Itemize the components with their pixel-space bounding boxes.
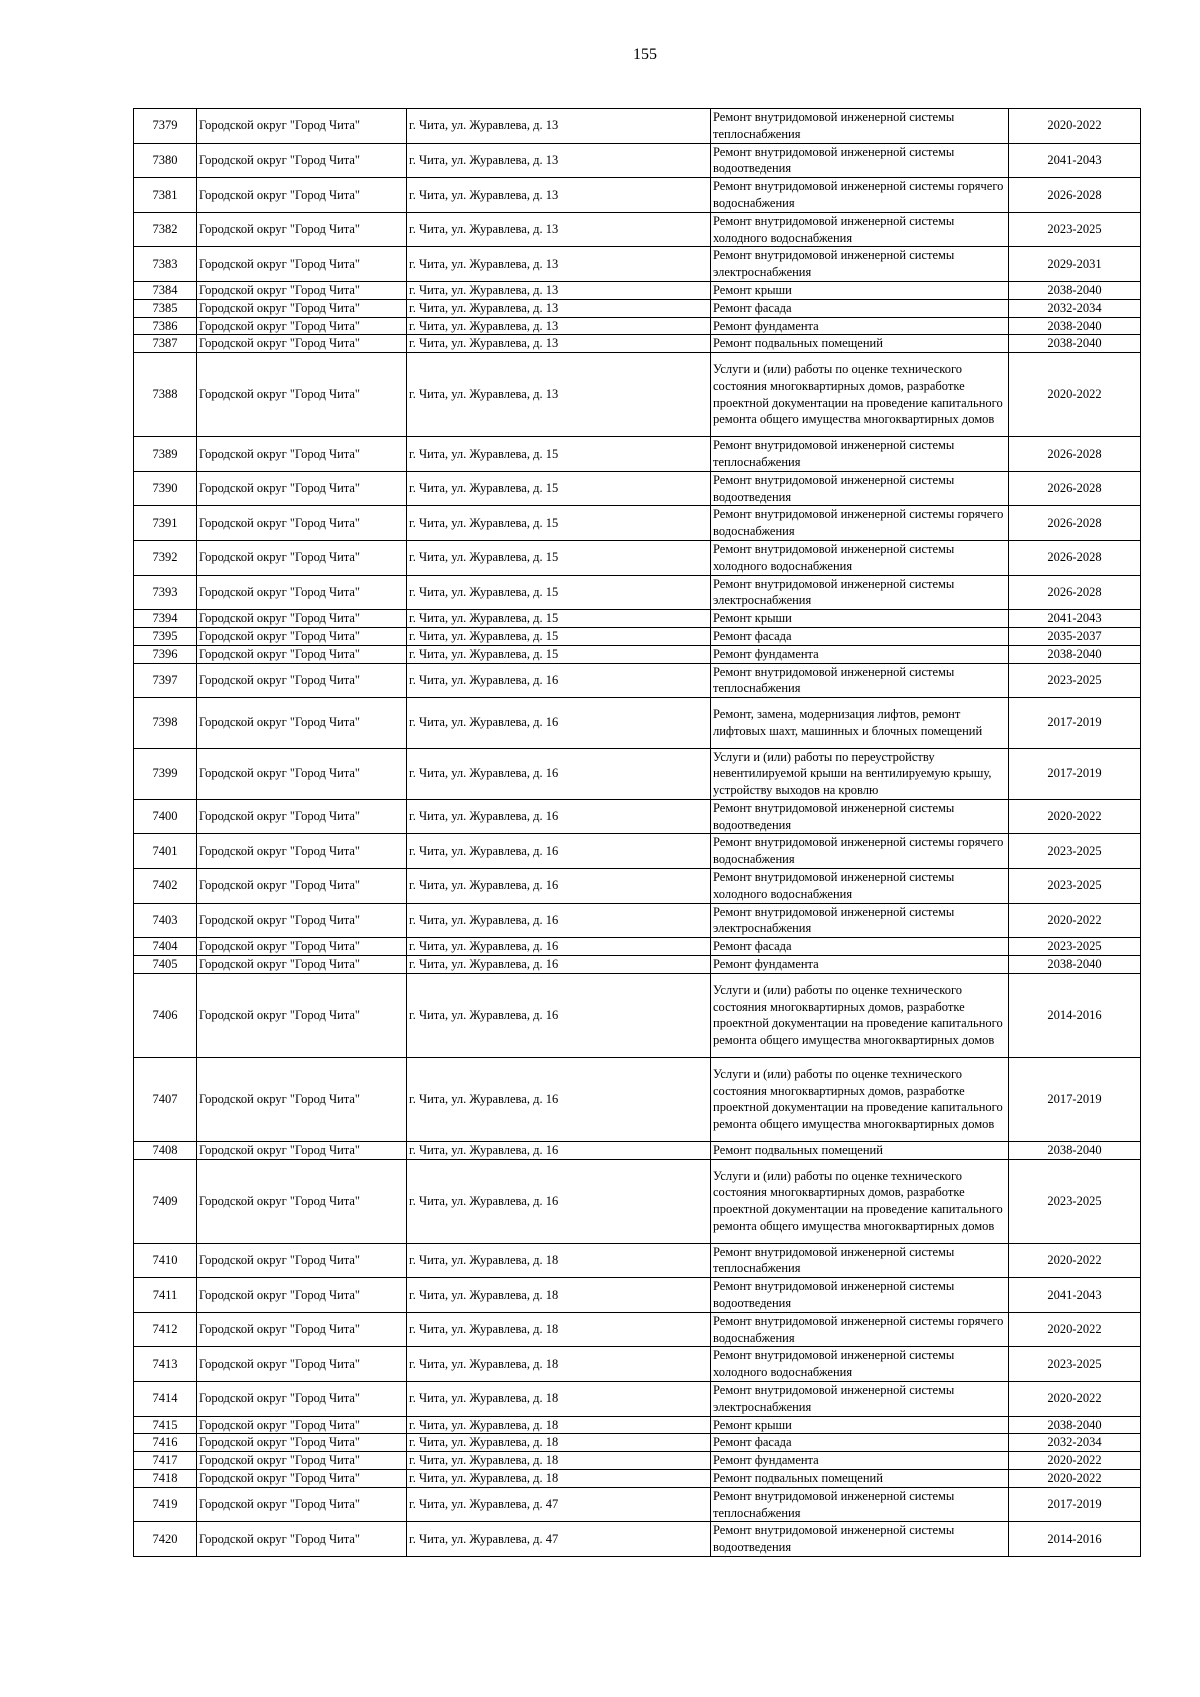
work-type-cell: Услуги и (или) работы по оценке технического состояния многоквартирных домов, разработке проектной документации на проведение капитального ремонта общего имущества многоквартирных домов [711, 353, 1009, 437]
work-type-cell: Ремонт внутридомовой инженерной системы теплоснабжения [711, 1243, 1009, 1278]
work-type-cell: Услуги и (или) работы по переустройству невентилируемой крыши на вентилируемую крышу, устройству выходов на кровлю [711, 748, 1009, 799]
row-number: 7382 [134, 212, 197, 247]
table-row [134, 663, 1141, 698]
municipality-cell: Городской округ "Город Чита" [197, 903, 407, 938]
municipality-cell: Городской округ "Город Чита" [197, 353, 407, 437]
address-cell: г. Чита, ул. Журавлева, д. 15 [407, 540, 711, 575]
table-row [134, 178, 1141, 213]
period-cell: 2020-2022 [1009, 1452, 1141, 1470]
table-row [134, 1416, 1141, 1434]
period-cell: 2017-2019 [1009, 698, 1141, 748]
municipality-cell: Городской округ "Город Чита" [197, 335, 407, 353]
work-type-cell: Ремонт внутридомовой инженерной системы холодного водоснабжения [711, 212, 1009, 247]
table-row [134, 506, 1141, 541]
municipality-cell: Городской округ "Город Чита" [197, 1278, 407, 1313]
address-cell: г. Чита, ул. Журавлева, д. 13 [407, 178, 711, 213]
row-number: 7401 [134, 834, 197, 869]
row-number: 7396 [134, 645, 197, 663]
period-cell: 2020-2022 [1009, 1470, 1141, 1488]
municipality-cell: Городской округ "Город Чита" [197, 437, 407, 472]
address-cell: г. Чита, ул. Журавлева, д. 16 [407, 1057, 711, 1141]
municipality-cell: Городской округ "Город Чита" [197, 471, 407, 506]
row-number: 7411 [134, 1278, 197, 1313]
address-cell: г. Чита, ул. Журавлева, д. 16 [407, 938, 711, 956]
municipality-cell: Городской округ "Город Чита" [197, 1057, 407, 1141]
municipality-cell: Городской округ "Город Чита" [197, 1522, 407, 1557]
work-type-cell: Ремонт фасада [711, 627, 1009, 645]
row-number: 7380 [134, 143, 197, 178]
page-number: 155 [633, 46, 657, 63]
work-type-cell: Ремонт фундамента [711, 645, 1009, 663]
table-row [134, 1382, 1141, 1417]
period-cell: 2017-2019 [1009, 1057, 1141, 1141]
row-number: 7386 [134, 317, 197, 335]
work-type-cell: Ремонт внутридомовой инженерной системы холодного водоснабжения [711, 1347, 1009, 1382]
table-row [134, 317, 1141, 335]
municipality-cell: Городской округ "Город Чита" [197, 956, 407, 974]
row-number: 7402 [134, 869, 197, 904]
address-cell: г. Чита, ул. Журавлева, д. 18 [407, 1416, 711, 1434]
period-cell: 2023-2025 [1009, 663, 1141, 698]
address-cell: г. Чита, ул. Журавлева, д. 16 [407, 1141, 711, 1159]
municipality-cell: Городской округ "Город Чита" [197, 799, 407, 834]
work-type-cell: Ремонт внутридомовой инженерной системы теплоснабжения [711, 663, 1009, 698]
work-type-cell: Ремонт внутридомовой инженерной системы горячего водоснабжения [711, 178, 1009, 213]
table-row [134, 1452, 1141, 1470]
table-row [134, 1141, 1141, 1159]
row-number: 7388 [134, 353, 197, 437]
period-cell: 2032-2034 [1009, 1434, 1141, 1452]
address-cell: г. Чита, ул. Журавлева, д. 18 [407, 1382, 711, 1417]
work-type-cell: Ремонт внутридомовой инженерной системы водоотведения [711, 1278, 1009, 1313]
address-cell: г. Чита, ул. Журавлева, д. 13 [407, 143, 711, 178]
period-cell: 2023-2025 [1009, 212, 1141, 247]
work-type-cell: Ремонт внутридомовой инженерной системы теплоснабжения [711, 1487, 1009, 1522]
municipality-cell: Городской округ "Город Чита" [197, 575, 407, 610]
address-cell: г. Чита, ул. Журавлева, д. 18 [407, 1470, 711, 1488]
period-cell: 2026-2028 [1009, 506, 1141, 541]
table-row [134, 956, 1141, 974]
work-type-cell: Ремонт, замена, модернизация лифтов, ремонт лифтовых шахт, машинных и блочных помещений [711, 698, 1009, 748]
period-cell: 2020-2022 [1009, 353, 1141, 437]
table-row [134, 437, 1141, 472]
address-cell: г. Чита, ул. Журавлева, д. 15 [407, 645, 711, 663]
table-body [134, 109, 1141, 1557]
period-cell: 2014-2016 [1009, 1522, 1141, 1557]
period-cell: 2038-2040 [1009, 1141, 1141, 1159]
work-type-cell: Ремонт подвальных помещений [711, 1470, 1009, 1488]
table-row [134, 281, 1141, 299]
period-cell: 2032-2034 [1009, 299, 1141, 317]
row-number: 7379 [134, 109, 197, 144]
period-cell: 2038-2040 [1009, 335, 1141, 353]
table-row [134, 1487, 1141, 1522]
address-cell: г. Чита, ул. Журавлева, д. 16 [407, 799, 711, 834]
table-row [134, 1434, 1141, 1452]
period-cell: 2020-2022 [1009, 109, 1141, 144]
address-cell: г. Чита, ул. Журавлева, д. 13 [407, 335, 711, 353]
work-type-cell: Ремонт внутридомовой инженерной системы теплоснабжения [711, 437, 1009, 472]
municipality-cell: Городской округ "Город Чита" [197, 834, 407, 869]
municipality-cell: Городской округ "Город Чита" [197, 1470, 407, 1488]
repair-schedule-table [133, 108, 1141, 1557]
table-row [134, 143, 1141, 178]
row-number: 7409 [134, 1159, 197, 1243]
work-type-cell: Ремонт внутридомовой инженерной системы электроснабжения [711, 247, 1009, 282]
municipality-cell: Городской округ "Город Чита" [197, 1452, 407, 1470]
address-cell: г. Чита, ул. Журавлева, д. 16 [407, 1159, 711, 1243]
work-type-cell: Услуги и (или) работы по оценке технического состояния многоквартирных домов, разработке проектной документации на проведение капитального ремонта общего имущества многоквартирных домов [711, 1057, 1009, 1141]
period-cell: 2020-2022 [1009, 1243, 1141, 1278]
municipality-cell: Городской округ "Город Чита" [197, 1141, 407, 1159]
table-row [134, 799, 1141, 834]
table-row [134, 1057, 1141, 1141]
row-number: 7391 [134, 506, 197, 541]
table-row [134, 247, 1141, 282]
work-type-cell: Ремонт фундамента [711, 956, 1009, 974]
table-row [134, 869, 1141, 904]
address-cell: г. Чита, ул. Журавлева, д. 18 [407, 1312, 711, 1347]
period-cell: 2020-2022 [1009, 903, 1141, 938]
period-cell: 2023-2025 [1009, 834, 1141, 869]
work-type-cell: Ремонт крыши [711, 281, 1009, 299]
row-number: 7408 [134, 1141, 197, 1159]
address-cell: г. Чита, ул. Журавлева, д. 13 [407, 247, 711, 282]
address-cell: г. Чита, ул. Журавлева, д. 16 [407, 973, 711, 1057]
work-type-cell: Ремонт фасада [711, 1434, 1009, 1452]
address-cell: г. Чита, ул. Журавлева, д. 16 [407, 869, 711, 904]
table-row [134, 748, 1141, 799]
table-row [134, 109, 1141, 144]
address-cell: г. Чита, ул. Журавлева, д. 16 [407, 698, 711, 748]
municipality-cell: Городской округ "Город Чита" [197, 938, 407, 956]
row-number: 7398 [134, 698, 197, 748]
address-cell: г. Чита, ул. Журавлева, д. 47 [407, 1522, 711, 1557]
municipality-cell: Городской округ "Город Чита" [197, 1347, 407, 1382]
address-cell: г. Чита, ул. Журавлева, д. 16 [407, 834, 711, 869]
address-cell: г. Чита, ул. Журавлева, д. 16 [407, 903, 711, 938]
period-cell: 2026-2028 [1009, 471, 1141, 506]
period-cell: 2026-2028 [1009, 178, 1141, 213]
row-number: 7385 [134, 299, 197, 317]
period-cell: 2023-2025 [1009, 1159, 1141, 1243]
row-number: 7384 [134, 281, 197, 299]
period-cell: 2035-2037 [1009, 627, 1141, 645]
municipality-cell: Городской округ "Город Чита" [197, 698, 407, 748]
period-cell: 2017-2019 [1009, 1487, 1141, 1522]
address-cell: г. Чита, ул. Журавлева, д. 18 [407, 1434, 711, 1452]
municipality-cell: Городской округ "Город Чита" [197, 143, 407, 178]
address-cell: г. Чита, ул. Журавлева, д. 13 [407, 212, 711, 247]
period-cell: 2038-2040 [1009, 317, 1141, 335]
municipality-cell: Городской округ "Город Чита" [197, 1243, 407, 1278]
period-cell: 2026-2028 [1009, 540, 1141, 575]
table-row [134, 938, 1141, 956]
table-row [134, 471, 1141, 506]
address-cell: г. Чита, ул. Журавлева, д. 18 [407, 1347, 711, 1382]
table-row [134, 1522, 1141, 1557]
work-type-cell: Ремонт внутридомовой инженерной системы горячего водоснабжения [711, 834, 1009, 869]
address-cell: г. Чита, ул. Журавлева, д. 13 [407, 299, 711, 317]
work-type-cell: Ремонт внутридомовой инженерной системы горячего водоснабжения [711, 506, 1009, 541]
municipality-cell: Городской округ "Город Чита" [197, 1416, 407, 1434]
row-number: 7419 [134, 1487, 197, 1522]
work-type-cell: Ремонт внутридомовой инженерной системы холодного водоснабжения [711, 540, 1009, 575]
row-number: 7410 [134, 1243, 197, 1278]
row-number: 7414 [134, 1382, 197, 1417]
municipality-cell: Городской округ "Город Чита" [197, 1312, 407, 1347]
work-type-cell: Ремонт внутридомовой инженерной системы электроснабжения [711, 575, 1009, 610]
table-row [134, 335, 1141, 353]
work-type-cell: Ремонт фундамента [711, 1452, 1009, 1470]
period-cell: 2026-2028 [1009, 575, 1141, 610]
municipality-cell: Городской округ "Город Чита" [197, 109, 407, 144]
period-cell: 2020-2022 [1009, 1312, 1141, 1347]
period-cell: 2041-2043 [1009, 1278, 1141, 1313]
address-cell: г. Чита, ул. Журавлева, д. 13 [407, 281, 711, 299]
municipality-cell: Городской округ "Город Чита" [197, 748, 407, 799]
row-number: 7420 [134, 1522, 197, 1557]
table-row [134, 212, 1141, 247]
work-type-cell: Ремонт внутридомовой инженерной системы водоотведения [711, 471, 1009, 506]
address-cell: г. Чита, ул. Журавлева, д. 15 [407, 610, 711, 628]
table-row [134, 299, 1141, 317]
address-cell: г. Чита, ул. Журавлева, д. 16 [407, 663, 711, 698]
work-type-cell: Ремонт фасада [711, 938, 1009, 956]
address-cell: г. Чита, ул. Журавлева, д. 18 [407, 1278, 711, 1313]
address-cell: г. Чита, ул. Журавлева, д. 15 [407, 506, 711, 541]
table-row [134, 1243, 1141, 1278]
table-row [134, 903, 1141, 938]
address-cell: г. Чита, ул. Журавлева, д. 13 [407, 317, 711, 335]
period-cell: 2038-2040 [1009, 1416, 1141, 1434]
work-type-cell: Ремонт внутридомовой инженерной системы электроснабжения [711, 1382, 1009, 1417]
municipality-cell: Городской округ "Город Чита" [197, 317, 407, 335]
row-number: 7387 [134, 335, 197, 353]
row-number: 7389 [134, 437, 197, 472]
table-row [134, 698, 1141, 748]
work-type-cell: Ремонт внутридомовой инженерной системы водоотведения [711, 143, 1009, 178]
municipality-cell: Городской округ "Город Чита" [197, 973, 407, 1057]
row-number: 7413 [134, 1347, 197, 1382]
period-cell: 2014-2016 [1009, 973, 1141, 1057]
address-cell: г. Чита, ул. Журавлева, д. 16 [407, 956, 711, 974]
work-type-cell: Ремонт подвальных помещений [711, 1141, 1009, 1159]
row-number: 7381 [134, 178, 197, 213]
municipality-cell: Городской округ "Город Чита" [197, 281, 407, 299]
municipality-cell: Городской округ "Город Чита" [197, 299, 407, 317]
period-cell: 2041-2043 [1009, 610, 1141, 628]
municipality-cell: Городской округ "Город Чита" [197, 610, 407, 628]
address-cell: г. Чита, ул. Журавлева, д. 15 [407, 575, 711, 610]
work-type-cell: Ремонт внутридомовой инженерной системы горячего водоснабжения [711, 1312, 1009, 1347]
row-number: 7395 [134, 627, 197, 645]
work-type-cell: Ремонт внутридомовой инженерной системы водоотведения [711, 1522, 1009, 1557]
table-row [134, 645, 1141, 663]
table-row [134, 1470, 1141, 1488]
period-cell: 2038-2040 [1009, 956, 1141, 974]
municipality-cell: Городской округ "Город Чита" [197, 178, 407, 213]
municipality-cell: Городской округ "Город Чита" [197, 506, 407, 541]
row-number: 7390 [134, 471, 197, 506]
address-cell: г. Чита, ул. Журавлева, д. 18 [407, 1243, 711, 1278]
work-type-cell: Ремонт подвальных помещений [711, 335, 1009, 353]
period-cell: 2041-2043 [1009, 143, 1141, 178]
row-number: 7417 [134, 1452, 197, 1470]
address-cell: г. Чита, ул. Журавлева, д. 15 [407, 627, 711, 645]
municipality-cell: Городской округ "Город Чита" [197, 1382, 407, 1417]
period-cell: 2020-2022 [1009, 1382, 1141, 1417]
address-cell: г. Чита, ул. Журавлева, д. 47 [407, 1487, 711, 1522]
municipality-cell: Городской округ "Город Чита" [197, 869, 407, 904]
municipality-cell: Городской округ "Город Чита" [197, 1434, 407, 1452]
address-cell: г. Чита, ул. Журавлева, д. 13 [407, 109, 711, 144]
period-cell: 2038-2040 [1009, 645, 1141, 663]
address-cell: г. Чита, ул. Журавлева, д. 15 [407, 437, 711, 472]
period-cell: 2023-2025 [1009, 869, 1141, 904]
work-type-cell: Ремонт крыши [711, 1416, 1009, 1434]
table-row [134, 834, 1141, 869]
municipality-cell: Городской округ "Город Чита" [197, 212, 407, 247]
row-number: 7418 [134, 1470, 197, 1488]
period-cell: 2020-2022 [1009, 799, 1141, 834]
work-type-cell: Ремонт внутридомовой инженерной системы холодного водоснабжения [711, 869, 1009, 904]
work-type-cell: Услуги и (или) работы по оценке технического состояния многоквартирных домов, разработке проектной документации на проведение капитального ремонта общего имущества многоквартирных домов [711, 973, 1009, 1057]
table-row [134, 627, 1141, 645]
address-cell: г. Чита, ул. Журавлева, д. 18 [407, 1452, 711, 1470]
row-number: 7407 [134, 1057, 197, 1141]
row-number: 7394 [134, 610, 197, 628]
table-row [134, 1312, 1141, 1347]
period-cell: 2038-2040 [1009, 281, 1141, 299]
row-number: 7415 [134, 1416, 197, 1434]
work-type-cell: Ремонт фасада [711, 299, 1009, 317]
table-row [134, 973, 1141, 1057]
municipality-cell: Городской округ "Город Чита" [197, 663, 407, 698]
municipality-cell: Городской округ "Город Чита" [197, 1487, 407, 1522]
period-cell: 2023-2025 [1009, 938, 1141, 956]
work-type-cell: Ремонт внутридомовой инженерной системы теплоснабжения [711, 109, 1009, 144]
row-number: 7397 [134, 663, 197, 698]
row-number: 7392 [134, 540, 197, 575]
row-number: 7393 [134, 575, 197, 610]
row-number: 7412 [134, 1312, 197, 1347]
municipality-cell: Городской округ "Город Чита" [197, 540, 407, 575]
row-number: 7399 [134, 748, 197, 799]
address-cell: г. Чита, ул. Журавлева, д. 16 [407, 748, 711, 799]
work-type-cell: Ремонт внутридомовой инженерной системы водоотведения [711, 799, 1009, 834]
period-cell: 2017-2019 [1009, 748, 1141, 799]
period-cell: 2029-2031 [1009, 247, 1141, 282]
row-number: 7383 [134, 247, 197, 282]
row-number: 7416 [134, 1434, 197, 1452]
row-number: 7405 [134, 956, 197, 974]
period-cell: 2026-2028 [1009, 437, 1141, 472]
row-number: 7403 [134, 903, 197, 938]
table-row [134, 610, 1141, 628]
work-type-cell: Ремонт фундамента [711, 317, 1009, 335]
row-number: 7400 [134, 799, 197, 834]
municipality-cell: Городской округ "Город Чита" [197, 645, 407, 663]
table-row [134, 353, 1141, 437]
row-number: 7406 [134, 973, 197, 1057]
address-cell: г. Чита, ул. Журавлева, д. 15 [407, 471, 711, 506]
municipality-cell: Городской округ "Город Чита" [197, 1159, 407, 1243]
address-cell: г. Чита, ул. Журавлева, д. 13 [407, 353, 711, 437]
work-type-cell: Услуги и (или) работы по оценке технического состояния многоквартирных домов, разработке проектной документации на проведение капитального ремонта общего имущества многоквартирных домов [711, 1159, 1009, 1243]
table-row [134, 575, 1141, 610]
work-type-cell: Ремонт крыши [711, 610, 1009, 628]
table-row [134, 540, 1141, 575]
table-row [134, 1347, 1141, 1382]
work-type-cell: Ремонт внутридомовой инженерной системы электроснабжения [711, 903, 1009, 938]
table-row [134, 1159, 1141, 1243]
municipality-cell: Городской округ "Город Чита" [197, 627, 407, 645]
row-number: 7404 [134, 938, 197, 956]
table-row [134, 1278, 1141, 1313]
municipality-cell: Городской округ "Город Чита" [197, 247, 407, 282]
period-cell: 2023-2025 [1009, 1347, 1141, 1382]
